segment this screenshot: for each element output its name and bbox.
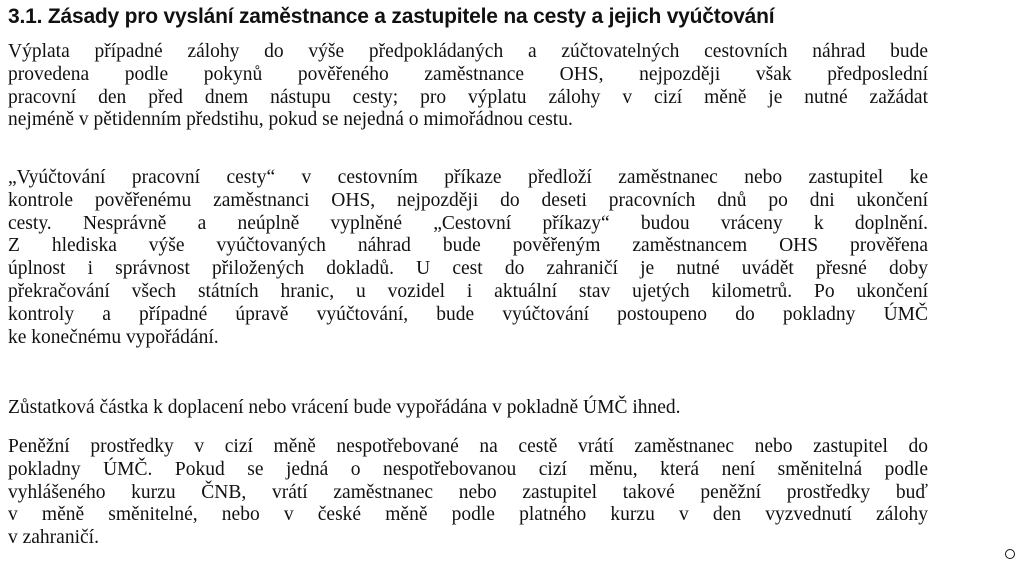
text-line: provedena podle pokynů pověřeného zaměstnance OHS, nejpozději však předposlední [8,63,928,85]
text-line: „Vyúčtování pracovní cesty“ v cestovním příkaze předloží zaměstnanec nebo zastupitel ke [8,167,928,188]
section-heading: 3.1. Zásady pro vyslání zaměstnance a zastupitele na cesty a jejich vyúčtování [8,5,775,28]
paragraph-advance-payment [8,41,928,132]
text-line: Z hlediska výše vyúčtovaných náhrad bude pověřeným zaměstnancem OHS prověřena [8,235,928,257]
text-line: kontrole pověřenému zaměstnanci OHS, nejpozději do deseti pracovních dnů po dni ukončení [8,189,928,211]
text-line: kontroly a případné úpravě vyúčtování, bude vyúčtování postoupeno do pokladny ÚMČ [8,303,928,325]
text-line: úplnost i správnost přiložených dokladů. U cest do zahraničí je nutné uvádět přesné doby [8,258,928,280]
text-line: cesty. Nesprávně a neúplně vyplněné „Cestovní příkazy“ budou vráceny k doplnění. [8,212,928,234]
paragraph-balance-settlement [8,397,928,420]
text-line: Peněžní prostředky v cizí měně nespotřebované na cestě vrátí zaměstnanec nebo zastupitel do [8,436,928,457]
text-line: Zůstatková částka k doplacení nebo vrácení bude vypořádána v pokladně ÚMČ ihned. [8,397,681,418]
paragraph-trip-settlement [8,167,928,349]
text-line: překračování všech státních hranic, u vozidel i aktuální stav ujetých kilometrů. Po ukončení [8,280,928,302]
text-line: pokladny ÚMČ. Pokud se jedná o nespotřebovanou cizí měnu, která není směnitelná podle [8,458,928,480]
text-line: pracovní den před dnem nástupu cesty; pro výplatu zálohy v cizí měně je nutné zažádat [8,86,928,108]
text-line: v zahraničí. [8,527,99,549]
text-line: Výplata případné zálohy do výše předpokládaných a zúčtovatelných cestovních náhrad bude [8,41,928,62]
text-line: ke konečnému vypořádání. [8,326,219,348]
text-line: nejméně v pětidenním předstihu, pokud se nejedná o mimořádnou cestu. [8,109,573,131]
text-line: vyhlášeného kurzu ČNB, vrátí zaměstnanec nebo zastupitel takové peněžní prostředky buď [8,481,928,503]
paragraph-foreign-currency [8,436,928,550]
margin-circle-mark [1005,549,1015,559]
text-line: v měně směnitelné, nebo v české měně podle platného kurzu v den vyzvednutí zálohy [8,504,928,526]
